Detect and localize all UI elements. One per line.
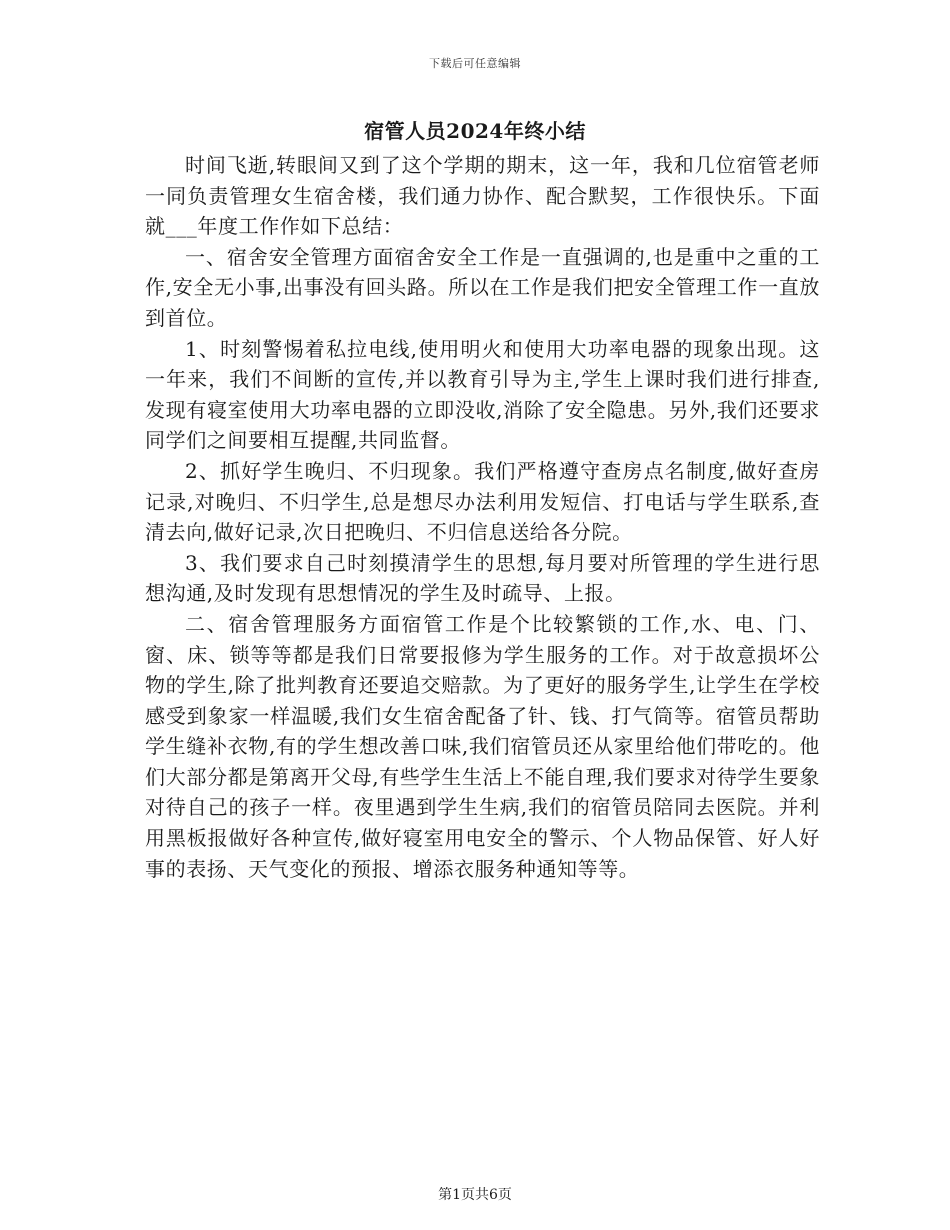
paragraph-item-2: 2、抓好学生晚归、不归现象。我们严格遵守查房点名制度,做好查房记录,对晚归、不归学生,总是想尽办法利用发短信、打电话与学生联系,查清去向,做好记录,次日把晚归、不归信息送给各分院。	[145, 458, 820, 545]
page-number: 第1页共6页	[438, 1187, 512, 1203]
paragraph-item-3: 3、我们要求自己时刻摸清学生的思想,每月要对所管理的学生进行思想沟通,及时发现有思想情况的学生及时疏导、上报。	[145, 550, 820, 606]
page-header-note: 下载后可任意编辑	[429, 57, 521, 70]
paragraph-item-1: 1、时刻警惕着私拉电线,使用明火和使用大功率电器的现象出现。这一年来，我们不间断的宣传,并以教育引导为主,学生上课时我们进行排查,发现有寝室使用大功率电器的立即没收,消除了安全隐患。另外,我们还要求同学们之间要相互提醒,共同监督。	[145, 336, 820, 453]
document-body	[145, 150, 820, 884]
paragraph-section-service: 二、宿舍管理服务方面宿管工作是个比较繁锁的工作,水、电、门、窗、床、锁等等都是我们日常要报修为学生服务的工作。对于故意损坏公物的学生,除了批判教育还要追交赔款。为了更好的服务学生,让学生在学校感受到象家一样温暖,我们女生宿舍配备了针、钱、打气筒等。宿管员帮助学生缝补衣物,有的学生想改善口味,我们宿管员还从家里给他们带吃的。他们大部分都是第离开父母,有些学生生活上不能自理,我们要求对待学生要象对待自己的孩子一样。夜里遇到学生生病,我们的宿管员陪同去医院。并利用黑板报做好各种宣传,做好寝室用电安全的警示、个人物品保管、好人好事的表扬、天气变化的预报、增添衣服务种通知等等。	[145, 611, 820, 881]
paragraph-intro: 时间飞逝,转眼间又到了这个学期的期末，这一年，我和几位宿管老师一同负责管理女生宿舍楼，我们通力协作、配合默契，工作很快乐。下面就___年度工作作如下总结：	[145, 153, 820, 239]
paragraph-section-safety: 一、宿舍安全管理方面宿舍安全工作是一直强调的,也是重中之重的工作,安全无小事,出事没有回头路。所以在工作是我们把安全管理工作一直放到首位。	[145, 244, 820, 330]
document-title: 宿管人员2024年终小结	[364, 119, 586, 143]
